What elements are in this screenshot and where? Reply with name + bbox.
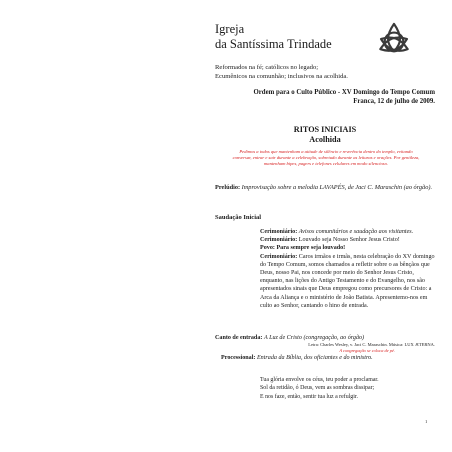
hymn-line: Sol da retidão, ó Deus, vem as sombras dissipar; [260,385,375,392]
process-label: Processional: [221,355,256,361]
paragraph-line: Deus, nosso Pai, nos concede por meio do Senhor Jesus Cristo, [260,270,414,277]
note-line: conversar, entrar e sair durante a celebração, sobretudo durante as leituras e orações. Por gentileza, [232,155,420,160]
order-line-2: Franca, 12 de julho de 2009. [353,97,435,105]
title-line-1: Igreja [215,22,245,36]
motto-line-1: Reformados na fé; católicos no legado; [215,64,319,71]
preludio [215,184,435,192]
section-title: RITOS INICIAIS [293,125,357,134]
paragraph-line: enquanto, nas lições do Antigo Testamento e do Evangelho, nos são [260,278,425,285]
triquetra-icon [376,21,412,57]
canto-text: A Luz de Cristo (congregação, ao órgão) [263,335,365,341]
order-line-1: Ordem para o Culto Público - XV Domingo do Tempo Comum [253,89,435,96]
speaker: Cerimoniário: [260,229,298,235]
line-text: Avisos comunitários e saudação aos visitantes. [298,229,414,235]
line-text: Para sempre seja louvado! [276,245,346,252]
line-text: Louvado seja Nosso Senhor Jesus Cristo! [298,237,400,244]
church-title [215,22,332,52]
dialogue-line [260,228,435,236]
stand-note: A congregação se coloca de pé. [339,348,395,353]
speaker: Cerimoniário: [260,253,298,260]
dialogue-line [260,236,435,244]
canto-label: Canto de entrada: [215,335,263,341]
dialogue-line [260,253,435,261]
section-subtitle: Acolhida [309,135,341,144]
canto-entrada [215,334,435,342]
service-order [215,89,435,106]
canto-credit: Letra: Charles Wesley, v. Jaci C. Maraschin. Música: LUX ÆTERNA. [308,342,435,347]
motto [215,64,348,81]
note-line: Pedimos a todos que mantenham a atitude de silêncio e reverência dentro do templo, evitando [239,149,413,154]
preludio-label: Prelúdio: [215,184,241,191]
paragraph-line: do Tempo Comum, somos chamados a refletir sobre o as bênçãos que [260,261,430,268]
processional [221,354,373,362]
speaker: Cerimoniário: [260,237,298,244]
page-number: 1 [425,419,428,424]
paragraph-line: Arca da Aliança e o ministério de João Batista. Apresentemo-nos em [260,294,428,301]
silence-note [228,149,424,167]
saudacao-dialogue [260,228,435,310]
paragraph-line: culto ao Senhor, cantando o hino de entrada. [260,302,369,309]
saudacao-heading: Saudação Inicial [215,214,262,221]
title-line-2: da Santíssima Trindade [215,37,332,51]
process-text: Entrada da Bíblia, dos oficiantes e do ministro. [256,355,373,361]
line-text: Caros irmãos e irmãs, nesta celebração do XV domingo [298,253,435,260]
hymn-line: Tua glória envolve os céus, teu poder a proclamar. [260,377,379,383]
hymn-line: E nos faze, então, sentir tua luz a refulgir. [260,393,358,400]
dialogue-line [260,244,435,252]
note-line: mantenham bipes, pagers e telefones celulares em modo silencioso. [263,161,389,166]
hymn-verse [260,376,379,401]
paragraph-line: apresentados sinais que Deus empregou como precursores de Cristo: a [260,286,432,293]
motto-line-2: Ecumênicos na comunhão; inclusivos na acolhida. [215,72,348,80]
speaker: Povo: [260,245,275,252]
preludio-text: Improvisação sobre a melodia LAVAPÉS, de Jaci C. Maraschin (ao órgão). [241,184,433,191]
